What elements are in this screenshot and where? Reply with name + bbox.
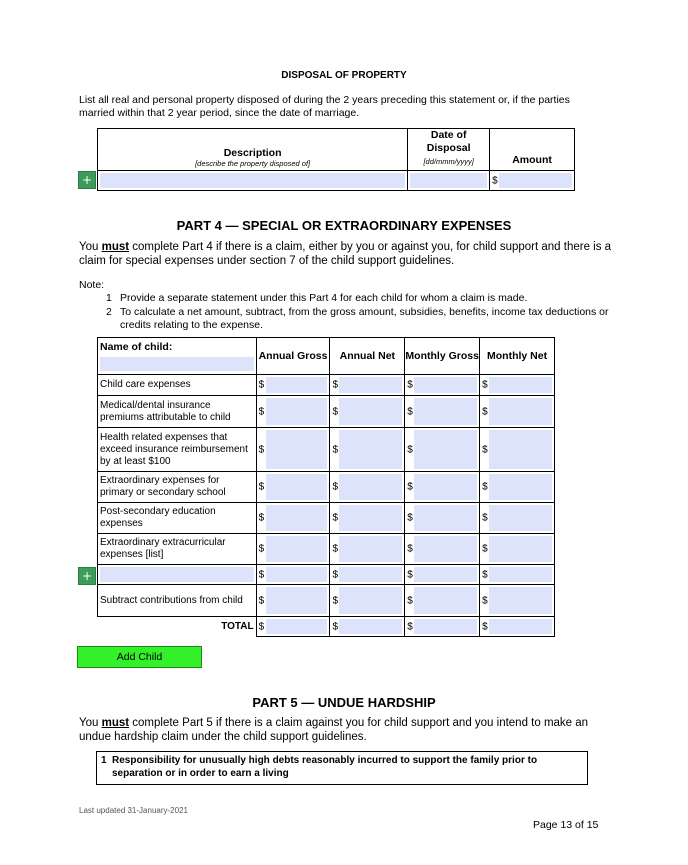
part5-intro: You must complete Part 5 if there is a claim against you for child support and you intend to make an undue hardship claim under the child support guidelines. [79,717,589,743]
money-cell [256,534,330,565]
part4-note-label: Note: [79,279,105,291]
money-cell [256,503,330,534]
disposal-table [97,128,575,191]
part4-note2: To calculate a net amount, subtract, from the gross amount, subsidies, benefits, income tax deductions or credits relating to the expense. [120,306,609,331]
money-cell [405,428,480,472]
expense-label: Extraordinary expenses for primary or secondary school [98,472,257,503]
amount-input[interactable] [266,567,328,582]
money-cell [330,617,405,637]
amount-input[interactable] [489,505,552,531]
amount-input[interactable] [266,505,328,531]
disposal-col-description: Description [describe the property disposed of] [98,129,408,171]
disposal-description-cell [98,171,408,191]
dollar-sign: $ [407,621,413,632]
disposal-title: DISPOSAL OF PROPERTY [281,70,407,81]
dollar-sign: $ [258,379,265,391]
money-cell [330,503,405,534]
table-row [98,375,555,396]
dollar-sign: $ [482,481,488,493]
expense-label: Medical/dental insurance premiums attributable to child [98,396,257,428]
dollar-sign: $ [482,512,488,524]
amount-input[interactable] [489,536,552,562]
money-cell [480,503,555,534]
dollar-sign: $ [258,621,265,632]
money-cell [256,396,330,428]
amount-input[interactable] [489,430,552,469]
add-disposal-row-button[interactable]: + [78,171,96,189]
total-label: TOTAL [221,621,254,633]
dollar-sign: $ [482,379,488,391]
money-cell [330,585,405,617]
dollar-sign: $ [482,444,488,455]
disposal-col-date: Date of Disposal [dd/mmm/yyyy] [408,129,490,171]
money-cell [405,472,480,503]
dollar-sign: $ [332,444,338,455]
disposal-date-input[interactable] [410,173,487,188]
col-monthly-gross: Monthly Gross [405,338,480,375]
amount-input[interactable] [339,587,402,614]
money-cell [405,534,480,565]
table-row [98,503,555,534]
expenses-table [97,337,555,637]
amount-input[interactable] [266,474,328,500]
total-input[interactable] [339,619,402,634]
money-cell [480,396,555,428]
part4-note1-num: 1 [106,292,112,304]
amount-input[interactable] [339,536,402,562]
dollar-sign: $ [258,406,265,417]
dollar-sign: $ [258,512,265,524]
dollar-sign: $ [407,406,413,417]
money-cell [405,617,480,637]
table-row [98,428,555,472]
part4-intro: You must complete Part 4 if there is a claim, either by you or against you, for child support and there is a claim for special expenses under section 7 of the child support guidelines. [79,241,612,267]
dollar-sign: $ [258,595,265,606]
dollar-sign: $ [332,481,338,493]
disposal-description-input[interactable] [100,173,405,188]
money-cell [330,565,405,585]
dollar-sign: $ [332,406,338,417]
amount-input[interactable] [414,587,477,614]
col-annual-gross: Annual Gross [256,338,330,375]
dollar-sign: $ [332,569,338,580]
amount-input[interactable] [414,398,477,425]
amount-input[interactable] [266,398,328,425]
money-cell [256,565,330,585]
dollar-sign: $ [492,175,498,186]
part4-note1: Provide a separate statement under this Part 4 for each child for whom a claim is made. [120,292,528,304]
money-cell [480,472,555,503]
expense-label: Post-secondary education expenses [98,503,257,534]
money-cell [480,534,555,565]
dollar-sign: $ [482,621,488,632]
page-number: Page 13 of 15 [533,819,599,831]
dollar-sign: $ [407,595,413,606]
amount-input[interactable] [339,430,402,469]
amount-input[interactable] [339,377,402,393]
money-cell [330,375,405,396]
col-monthly-net: Monthly Net [480,338,555,375]
amount-input[interactable] [266,587,328,614]
money-cell [330,534,405,565]
money-cell [330,428,405,472]
money-cell [480,375,555,396]
dollar-sign: $ [258,569,265,580]
money-cell [405,565,480,585]
dollar-sign: $ [407,379,413,391]
amount-input[interactable] [414,536,477,562]
dollar-sign: $ [258,481,265,493]
dollar-sign: $ [482,595,488,606]
amount-input[interactable] [489,587,552,614]
dollar-sign: $ [407,481,413,493]
money-cell [256,428,330,472]
amount-input[interactable] [414,567,477,582]
part5-title: PART 5 — UNDUE HARDSHIP [252,695,436,710]
table-row [98,472,555,503]
other-expense-input[interactable] [100,567,254,582]
dollar-sign: $ [332,621,338,632]
dollar-sign: $ [332,512,338,524]
dollar-sign: $ [482,569,488,580]
hardship-item-1-num: 1 [101,755,107,766]
disposal-amount-cell [490,171,575,191]
total-input[interactable] [489,619,552,634]
amount-input[interactable] [339,398,402,425]
amount-input[interactable] [339,474,402,500]
dollar-sign: $ [332,379,338,391]
expense-label: Extraordinary extracurricular expenses [list] [98,534,257,565]
amount-input[interactable] [339,567,402,582]
total-input[interactable] [266,619,328,634]
amount-input[interactable] [339,505,402,531]
table-row [98,565,555,585]
amount-input[interactable] [266,430,328,469]
name-of-child-input[interactable] [100,357,254,371]
table-row [98,534,555,565]
dollar-sign: $ [407,543,413,555]
disposal-amount-input[interactable] [499,173,572,188]
dollar-sign: $ [258,543,265,555]
last-updated: Last updated 31-January-2021 [79,806,188,815]
money-cell [256,617,330,637]
amount-input[interactable] [266,377,328,393]
disposal-intro: List all real and personal property disposed of during the 2 years preceding this statement or, if the parties married within that 2 year period, since the date of marriage. [79,94,570,119]
subtract-contributions-label: Subtract contributions from child [98,585,257,617]
part4-title: PART 4 — SPECIAL OR EXTRAORDINARY EXPENSES [176,218,512,233]
name-of-child-cell: Name of child: [98,338,257,375]
amount-input[interactable] [489,474,552,500]
money-cell [330,472,405,503]
dollar-sign: $ [407,569,413,580]
money-cell [480,565,555,585]
dollar-sign: $ [482,406,488,417]
other-expense-cell [98,565,257,585]
money-cell [405,396,480,428]
money-cell [405,585,480,617]
amount-input[interactable] [414,505,477,531]
add-child-button[interactable]: Add Child [77,646,202,668]
money-cell [405,503,480,534]
dollar-sign: $ [332,543,338,555]
dollar-sign: $ [407,512,413,524]
amount-input[interactable] [414,377,477,393]
dollar-sign: $ [407,444,413,455]
dollar-sign: $ [258,444,265,455]
amount-input[interactable] [489,567,552,582]
dollar-sign: $ [332,595,338,606]
disposal-col-amount: Amount [490,129,575,171]
amount-input[interactable] [414,430,477,469]
money-cell [256,375,330,396]
disposal-date-cell [408,171,490,191]
money-cell [330,396,405,428]
dollar-sign: $ [482,543,488,555]
money-cell [256,585,330,617]
hardship-item-1 [96,751,588,785]
expense-label: Child care expenses [98,375,257,396]
part4-note2-num: 2 [106,306,112,318]
money-cell [480,428,555,472]
hardship-item-1-text: Responsibility for unusually high debts reasonably incurred to support the family prior to separation or in order to earn a living [112,755,538,779]
table-row [98,396,555,428]
amount-input[interactable] [414,474,477,500]
money-cell [480,617,555,637]
money-cell [480,585,555,617]
money-cell [405,375,480,396]
amount-input[interactable] [266,536,328,562]
money-cell [256,472,330,503]
amount-input[interactable] [489,377,552,393]
table-row [98,585,555,617]
amount-input[interactable] [489,398,552,425]
total-row [98,617,555,637]
add-expense-row-button[interactable]: + [78,567,96,585]
col-annual-net: Annual Net [330,338,405,375]
total-input[interactable] [414,619,477,634]
expense-label: Health related expenses that exceed insurance reimbursement by at least $100 [98,428,257,472]
